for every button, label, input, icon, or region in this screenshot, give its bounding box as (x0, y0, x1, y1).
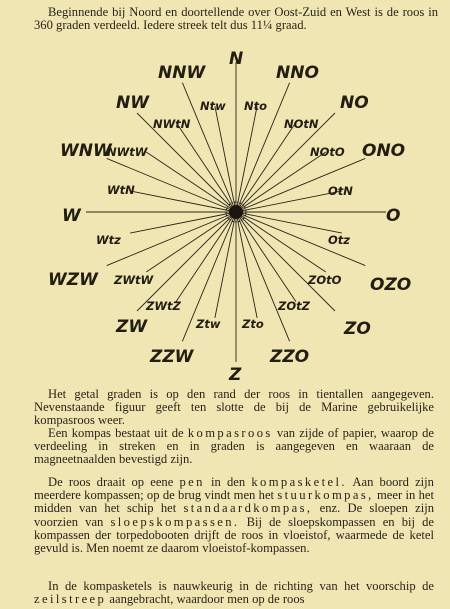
label-nw: NW (116, 93, 149, 113)
p4-text-c: aangebracht, waardoor men op de roos (109, 592, 305, 607)
term-sloepskompassen: sloepskompassen. (110, 514, 240, 529)
paragraph-degrees-text: Het getal graden is op den rand der roos in tientallen aangegeven. Nevenstaande figuur geeft ten slotte de bij de Marine gebruikelijke kompasroos weer. (34, 387, 434, 428)
label-o: O (386, 206, 401, 226)
label-zzw: ZZW (150, 347, 194, 367)
p3-text-a: De roos draait op eene (48, 475, 174, 489)
label-nwtn: NWtN (153, 117, 191, 131)
label-no: NO (340, 93, 369, 113)
label-zoto: ZOtO (308, 273, 342, 287)
compass-rose-figure (0, 44, 450, 384)
label-n: N (229, 49, 244, 69)
label-w: W (62, 206, 81, 226)
intro-paragraph (34, 6, 438, 32)
label-zwtw: ZWtW (114, 273, 154, 287)
p3-text-k: Bij de sloepskompassen en bij de kompassen der torpedobooten drijft de roos in vloeistof, waarmede de ketel gevuld is. Men noemt ze daarom vloeistof-kompassen. (34, 514, 434, 556)
p2-text-c: van zijde of papier, waarop de verdeeling in streken en in graden is aangegeven en waaraan de magneetnaalden bevestigd zijn. (34, 426, 435, 467)
label-nwtw: NWtW (107, 145, 148, 159)
label-ozo: OZO (370, 275, 412, 295)
compass-center (229, 205, 243, 219)
label-zotz: ZOtZ (278, 299, 310, 313)
label-ono: ONO (362, 141, 406, 161)
label-nnw: NNW (158, 63, 206, 83)
compass-ray (236, 212, 335, 311)
p3-text-g: meer in het midden van het schip het (34, 488, 434, 516)
p4-text-a: In de kompasketels is nauwkeurig in de richting van het voorschip de (48, 579, 434, 593)
label-zzo: ZZO (270, 347, 310, 367)
p3-text-e: Aan boord zijn meerdere kompassen; op de brug vindt men het (34, 475, 434, 503)
label-wzw: WZW (48, 270, 98, 290)
label-zwtz: ZWtZ (146, 299, 181, 313)
label-zto: Zto (242, 317, 264, 331)
label-otz: Otz (328, 233, 350, 247)
label-ntw: Ntw (200, 99, 226, 113)
term-kompasketel: kompasketel. (251, 475, 347, 489)
paragraph-degrees (34, 388, 434, 428)
paragraph-roos (34, 476, 434, 555)
p3-text-i: enz. De sloepen zijn voorzien van (34, 501, 435, 529)
term-kompasroos: kompasroos (187, 426, 273, 440)
compass-ray (107, 212, 236, 266)
compass-ray (137, 212, 236, 311)
p3-text-c: in den (211, 475, 246, 489)
label-notn: NOtN (284, 117, 319, 131)
term-standaardkompas: standaardkompas, (183, 501, 313, 516)
term-stuurkompas: stuurkompas, (277, 488, 374, 503)
label-nno: NNO (276, 63, 319, 83)
label-zo: ZO (344, 319, 371, 339)
label-wnw: WNW (60, 141, 112, 161)
label-noto: NOtO (310, 145, 345, 159)
label-z: Z (229, 365, 242, 384)
label-otn: OtN (328, 184, 353, 198)
term-zeilstreep: zeilstreep (34, 592, 107, 607)
label-wtz: Wtz (96, 233, 121, 247)
label-wtn: WtN (107, 183, 135, 197)
paragraph-zeilstreep (34, 580, 434, 606)
intro-text: Beginnende bij Noord en doortellende over Oost-Zuid en West is de roos in 360 graden verdeeld. Iedere streek telt dus 11¼ graad. (34, 5, 438, 33)
paragraph-kompas (34, 427, 434, 467)
term-pen: pen (179, 475, 205, 489)
label-ztw: Ztw (196, 317, 221, 331)
label-zw: ZW (116, 317, 148, 337)
p2-text-a: Een kompas bestaat uit de (48, 426, 184, 440)
label-nto: Nto (244, 99, 268, 113)
